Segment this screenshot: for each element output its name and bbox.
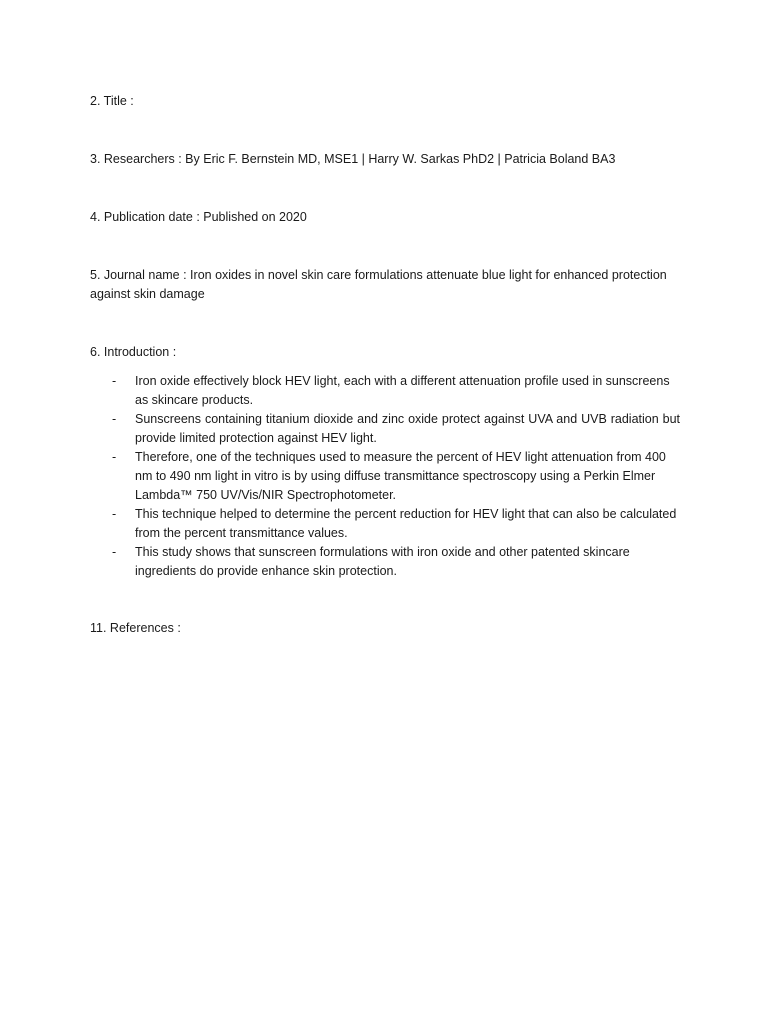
list-item [112,543,682,581]
introduction-heading: 6. Introduction : [90,345,177,359]
list-item [112,448,682,505]
bullet-text: Iron oxide effectively block HEV light, each with a different attenuation profile used in sunscreens as skincare products. [135,374,670,407]
bullet-dash: - [112,507,117,521]
bullet-dash: - [112,545,117,559]
bullet-dash: - [112,412,117,426]
bullet-dash: - [112,374,117,388]
title-field-label: 2. Title : [90,94,134,108]
bullet-dash: - [112,450,117,464]
researchers-field: 3. Researchers : By Eric F. Bernstein MD, MSE1 | Harry W. Sarkas PhD2 | Patricia Boland BA3 [90,152,616,166]
introduction-bullet-list [112,372,682,581]
bullet-text: This study shows that sunscreen formulations with iron oxide and other patented skincare ingredients do provide enhance skin protection. [135,545,630,578]
list-item [112,410,682,448]
bullet-text: This technique helped to determine the percent reduction for HEV light that can also be calculated from the percent transmittance values. [135,507,677,540]
publication-date-field: 4. Publication date : Published on 2020 [90,210,307,224]
bullet-text: Sunscreens containing titanium dioxide and zinc oxide protect against UVA and UVB radiation but provide limited protection against HEV light. [135,412,680,445]
references-heading: 11. References : [90,621,181,635]
bullet-text: Therefore, one of the techniques used to measure the percent of HEV light attenuation from 400 nm to 490 nm light in vitro is by using diffuse transmittance spectroscopy using a Perkin Elmer Lambda™ 750 UV/Vis/NIR Spectrophotometer. [135,450,666,502]
list-item [112,505,682,543]
list-item [112,372,682,410]
journal-name-field: 5. Journal name : Iron oxides in novel skin care formulations attenuate blue light for enhanced protection against skin damage [90,268,667,301]
